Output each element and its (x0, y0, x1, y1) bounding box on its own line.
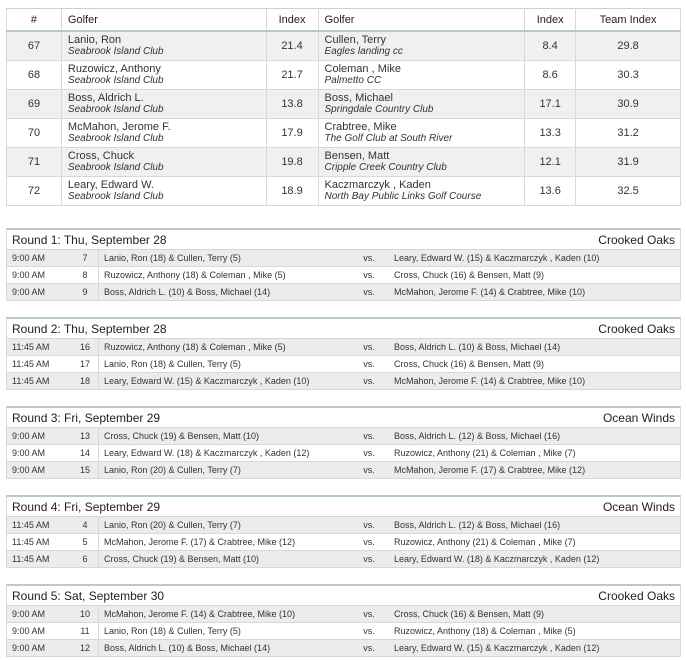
col-header-golfer-2: Golfer (318, 9, 525, 32)
golfer-2-club: Palmetto CC (324, 75, 382, 86)
golfer-1-name[interactable]: Ruzowicz, Anthony (67, 63, 161, 75)
match-team-right: Leary, Edward W. (15) & Kaczmarczyk , Kaden (12) (394, 643, 600, 653)
round-venue: Crooked Oaks (598, 321, 675, 336)
match-team-right: Leary, Edward W. (18) & Kaczmarczyk , Kaden (12) (394, 554, 600, 564)
team-index: 32.5 (576, 177, 681, 206)
match-team-left: Lanio, Ron (18) & Cullen, Terry (5) (104, 359, 241, 369)
match-team-right: McMahon, Jerome F. (14) & Crabtree, Mike (10) (394, 287, 586, 297)
match-team-number: 17 (72, 356, 99, 372)
golfer-1-club: Seabrook Island Club (67, 104, 164, 115)
match-team-right: Boss, Aldrich L. (10) & Boss, Michael (14) (394, 342, 561, 352)
golfer-1-cell (61, 119, 266, 148)
golfer-2-index: 17.1 (525, 90, 576, 119)
match-row (6, 534, 681, 551)
match-team-left: Leary, Edward W. (15) & Kaczmarczyk , Kaden (10) (104, 376, 310, 386)
golfer-1-index: 21.4 (266, 31, 318, 61)
golfer-1-index: 13.8 (266, 90, 318, 119)
match-team-left: Lanio, Ron (18) & Cullen, Terry (5) (104, 626, 241, 636)
match-time: 11:45 AM (12, 342, 50, 352)
team-index: 31.9 (576, 148, 681, 177)
round-header (6, 406, 681, 428)
match-time: 9:00 AM (12, 448, 46, 458)
golfer-2-cell (318, 31, 525, 61)
match-team-left: Boss, Aldrich L. (10) & Boss, Michael (14) (104, 643, 271, 653)
golfer-2-name[interactable]: Bensen, Matt (324, 150, 390, 162)
team-number: 72 (7, 177, 62, 206)
golfer-1-club: Seabrook Island Club (67, 191, 164, 202)
match-team-left: Boss, Aldrich L. (10) & Boss, Michael (14) (104, 287, 271, 297)
match-vs: vs. (363, 626, 375, 636)
golfer-2-name[interactable]: Kaczmarczyk , Kaden (324, 179, 431, 191)
team-number: 70 (7, 119, 62, 148)
golfer-1-name[interactable]: Lanio, Ron (67, 34, 122, 46)
match-vs: vs. (363, 609, 375, 619)
match-vs: vs. (363, 520, 375, 530)
team-table-header (7, 9, 681, 32)
match-team-right: Cross, Chuck (16) & Bensen, Matt (9) (394, 359, 545, 369)
match-team-left: Lanio, Ron (20) & Cullen, Terry (7) (104, 465, 241, 475)
golfer-2-name[interactable]: Cullen, Terry (324, 34, 387, 46)
match-vs: vs. (363, 287, 375, 297)
golfer-2-cell (318, 61, 525, 90)
col-header-golfer-1: Golfer (61, 9, 266, 32)
match-team-number: 11 (72, 623, 99, 639)
match-row (6, 250, 681, 267)
match-team-number: 15 (72, 462, 99, 478)
col-header-team-index: Team Index (576, 9, 681, 32)
round-section (6, 228, 681, 301)
match-team-right: Ruzowicz, Anthony (21) & Coleman , Mike (7) (394, 448, 576, 458)
match-team-right: Ruzowicz, Anthony (18) & Coleman , Mike (5) (394, 626, 576, 636)
team-row (7, 31, 681, 61)
golfer-2-name[interactable]: Boss, Michael (324, 92, 393, 104)
team-number: 69 (7, 90, 62, 119)
round-title: Round 4: Fri, September 29 (12, 499, 161, 514)
match-team-right: Ruzowicz, Anthony (21) & Coleman , Mike (7) (394, 537, 576, 547)
match-vs: vs. (363, 537, 375, 547)
match-vs: vs. (363, 359, 375, 369)
team-number: 71 (7, 148, 62, 177)
match-time: 9:00 AM (12, 626, 46, 636)
round-venue: Ocean Winds (602, 499, 675, 514)
match-time: 9:00 AM (12, 431, 46, 441)
match-row (6, 623, 681, 640)
match-time: 11:45 AM (12, 359, 50, 369)
golfer-1-club: Seabrook Island Club (67, 75, 164, 86)
match-team-number: 9 (72, 284, 99, 300)
match-team-number: 16 (72, 339, 99, 355)
match-time: 11:45 AM (12, 376, 50, 386)
match-team-left: Lanio, Ron (18) & Cullen, Terry (5) (104, 253, 241, 263)
round-header (6, 317, 681, 339)
match-row (6, 373, 681, 390)
match-team-number: 13 (72, 428, 99, 444)
match-vs: vs. (363, 431, 375, 441)
match-row (6, 551, 681, 568)
match-vs: vs. (363, 270, 375, 280)
round-venue: Crooked Oaks (598, 232, 675, 247)
match-time: 9:00 AM (12, 253, 46, 263)
match-team-number: 10 (72, 606, 99, 622)
match-team-left: Leary, Edward W. (18) & Kaczmarczyk , Kaden (12) (104, 448, 310, 458)
match-vs: vs. (363, 376, 375, 386)
match-row (6, 339, 681, 356)
match-team-number: 6 (72, 551, 99, 567)
golfer-2-name[interactable]: Crabtree, Mike (324, 121, 397, 133)
golfer-1-name[interactable]: McMahon, Jerome F. (67, 121, 171, 133)
match-team-right: Boss, Aldrich L. (12) & Boss, Michael (16) (394, 520, 561, 530)
golfer-2-index: 12.1 (525, 148, 576, 177)
match-row (6, 356, 681, 373)
match-row (6, 462, 681, 479)
match-time: 9:00 AM (12, 270, 46, 280)
match-team-left: Ruzowicz, Anthony (18) & Coleman , Mike (5) (104, 270, 286, 280)
team-index: 30.3 (576, 61, 681, 90)
match-time: 9:00 AM (12, 609, 46, 619)
team-row (7, 90, 681, 119)
team-row (7, 119, 681, 148)
golfer-1-cell (61, 177, 266, 206)
round-section (6, 495, 681, 568)
match-team-left: McMahon, Jerome F. (17) & Crabtree, Mike (12) (104, 537, 296, 547)
match-time: 11:45 AM (12, 554, 50, 564)
round-section (6, 406, 681, 479)
team-index: 31.2 (576, 119, 681, 148)
match-row (6, 284, 681, 301)
team-table (6, 8, 681, 206)
match-vs: vs. (363, 643, 375, 653)
golfer-2-club: The Golf Club at South River (324, 133, 453, 144)
match-time: 9:00 AM (12, 465, 46, 475)
match-team-left: Cross, Chuck (19) & Bensen, Matt (10) (104, 431, 260, 441)
match-team-right: McMahon, Jerome F. (14) & Crabtree, Mike (10) (394, 376, 586, 386)
golfer-1-index: 17.9 (266, 119, 318, 148)
team-number: 67 (7, 31, 62, 61)
match-time: 9:00 AM (12, 287, 46, 297)
match-team-left: McMahon, Jerome F. (14) & Crabtree, Mike (10) (104, 609, 296, 619)
match-team-number: 12 (72, 640, 99, 656)
round-title: Round 1: Thu, September 28 (12, 232, 167, 247)
golfer-2-index: 13.6 (525, 177, 576, 206)
golfer-1-index: 19.8 (266, 148, 318, 177)
golfer-2-cell (318, 119, 525, 148)
golfer-1-club: Seabrook Island Club (67, 133, 164, 144)
team-number: 68 (7, 61, 62, 90)
match-team-number: 8 (72, 267, 99, 283)
round-header (6, 495, 681, 517)
match-row (6, 267, 681, 284)
match-team-right: McMahon, Jerome F. (17) & Crabtree, Mike (12) (394, 465, 586, 475)
col-header-num: # (7, 9, 62, 32)
golfer-2-index: 8.6 (525, 61, 576, 90)
golfer-2-club: North Bay Public Links Golf Course (324, 191, 482, 202)
team-row (7, 177, 681, 206)
match-vs: vs. (363, 253, 375, 263)
golfer-2-club: Springdale Country Club (324, 104, 434, 115)
match-time: 9:00 AM (12, 643, 46, 653)
golfer-2-cell (318, 177, 525, 206)
golfer-1-cell (61, 148, 266, 177)
match-team-number: 7 (72, 250, 99, 266)
golfer-1-index: 18.9 (266, 177, 318, 206)
round-venue: Crooked Oaks (598, 588, 675, 603)
golfer-1-name[interactable]: Cross, Chuck (67, 150, 134, 162)
team-index: 30.9 (576, 90, 681, 119)
col-header-index-1: Index (266, 9, 318, 32)
team-row (7, 148, 681, 177)
match-time: 11:45 AM (12, 520, 50, 530)
golfer-2-cell (318, 148, 525, 177)
match-row (6, 445, 681, 462)
match-team-left: Lanio, Ron (20) & Cullen, Terry (7) (104, 520, 241, 530)
round-venue: Ocean Winds (602, 410, 675, 425)
match-team-left: Ruzowicz, Anthony (18) & Coleman , Mike (5) (104, 342, 286, 352)
match-vs: vs. (363, 448, 375, 458)
match-team-right: Cross, Chuck (16) & Bensen, Matt (9) (394, 609, 545, 619)
match-team-number: 14 (72, 445, 99, 461)
golfer-1-club: Seabrook Island Club (67, 46, 164, 57)
round-title: Round 2: Thu, September 28 (12, 321, 167, 336)
golfer-2-club: Cripple Creek Country Club (324, 162, 447, 173)
match-vs: vs. (363, 554, 375, 564)
golfer-1-name[interactable]: Leary, Edward W. (67, 179, 154, 191)
team-index: 29.8 (576, 31, 681, 61)
round-title: Round 5: Sat, September 30 (12, 588, 165, 603)
match-vs: vs. (363, 465, 375, 475)
match-vs: vs. (363, 342, 375, 352)
golfer-2-name[interactable]: Coleman , Mike (324, 63, 401, 75)
match-team-number: 18 (72, 373, 99, 389)
golfer-1-index: 21.7 (266, 61, 318, 90)
match-team-right: Boss, Aldrich L. (12) & Boss, Michael (16) (394, 431, 561, 441)
match-time: 11:45 AM (12, 537, 50, 547)
golfer-1-club: Seabrook Island Club (67, 162, 164, 173)
round-header (6, 228, 681, 250)
golfer-1-cell (61, 61, 266, 90)
round-title: Round 3: Fri, September 29 (12, 410, 161, 425)
round-section (6, 317, 681, 390)
match-row (6, 606, 681, 623)
round-header (6, 584, 681, 606)
match-team-right: Cross, Chuck (16) & Bensen, Matt (9) (394, 270, 545, 280)
round-section (6, 584, 681, 657)
golfer-1-cell (61, 31, 266, 61)
match-row (6, 517, 681, 534)
golfer-1-name[interactable]: Boss, Aldrich L. (67, 92, 144, 104)
golfer-2-index: 8.4 (525, 31, 576, 61)
match-team-number: 5 (72, 534, 99, 550)
golfer-2-cell (318, 90, 525, 119)
golfer-2-club: Eagles landing cc (324, 46, 403, 57)
match-team-left: Cross, Chuck (19) & Bensen, Matt (10) (104, 554, 260, 564)
col-header-index-2: Index (525, 9, 576, 32)
match-team-number: 4 (72, 517, 99, 533)
match-row (6, 640, 681, 657)
team-row (7, 61, 681, 90)
golfer-2-index: 13.3 (525, 119, 576, 148)
golfer-1-cell (61, 90, 266, 119)
match-team-right: Leary, Edward W. (15) & Kaczmarczyk , Kaden (10) (394, 253, 600, 263)
match-row (6, 428, 681, 445)
